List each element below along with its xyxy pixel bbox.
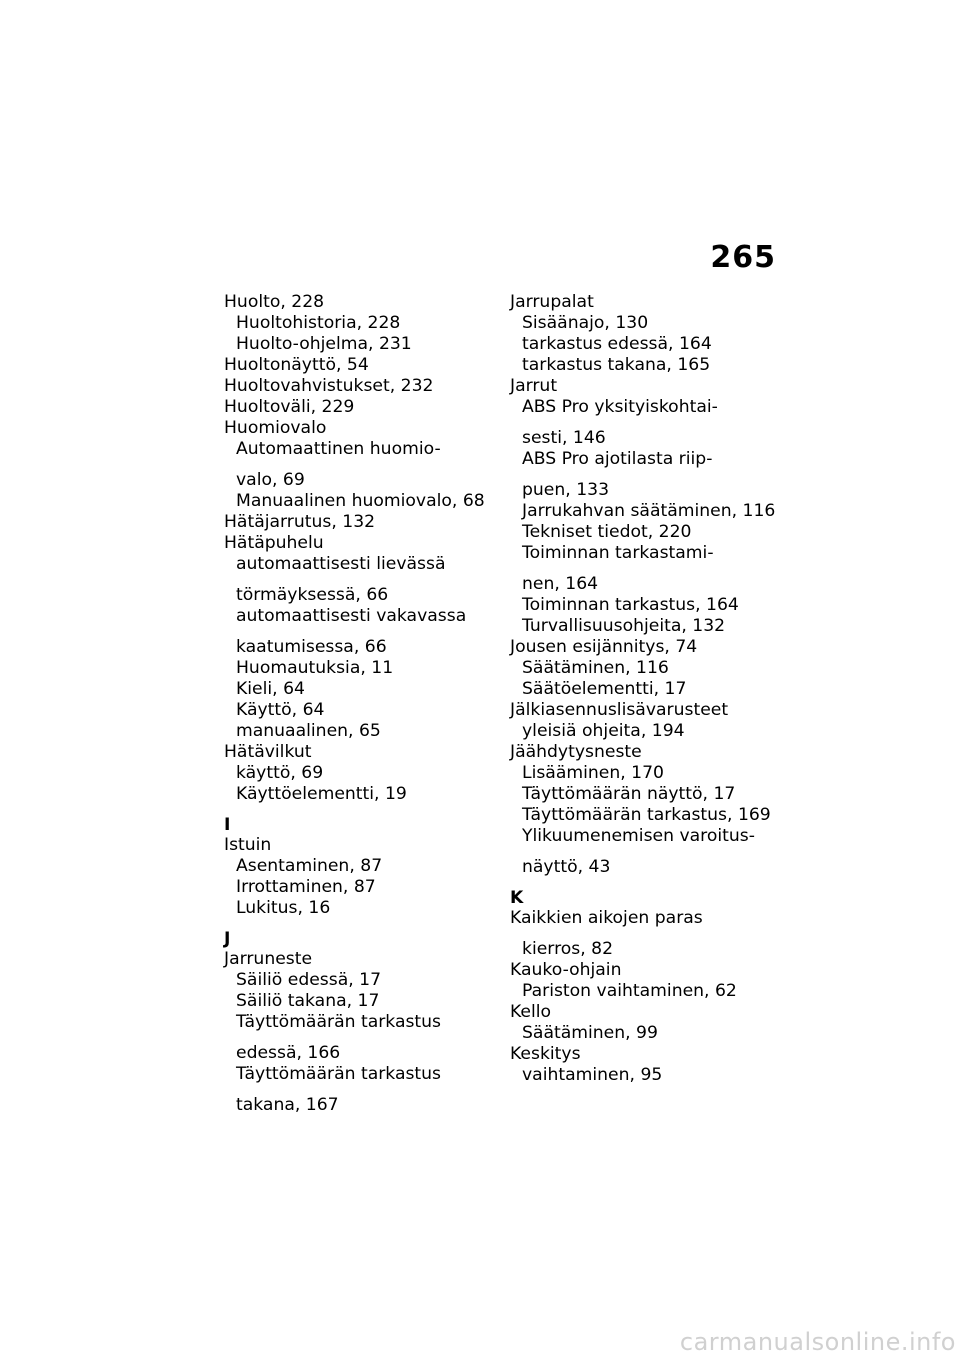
index-entry: Huomiovalo <box>224 418 327 438</box>
index-subentry: Huolto-ohjelma, 231 <box>236 334 412 354</box>
index-entry: Keskitys <box>510 1044 581 1064</box>
index-subentry: Kieli, 64 <box>236 679 305 699</box>
index-subentry: Huomautuksia, 11 <box>236 658 394 678</box>
index-subentry: Täyttömäärän tarkastus <box>236 1064 442 1084</box>
index-entry: Huoltoväli, 229 <box>224 397 355 417</box>
index-subentry: Automaattinen huomio- <box>236 439 441 459</box>
index-subentry: Säätöelementti, 17 <box>522 679 687 699</box>
index-subentry: Säiliö takana, 17 <box>236 991 380 1011</box>
index-subentry: automaattisesti vakavassa <box>236 606 467 626</box>
index-column-left <box>224 292 514 1116</box>
index-subentry: manuaalinen, 65 <box>236 721 381 741</box>
index-subentry: kierros, 82 <box>522 939 614 959</box>
watermark: carmanualsonline.info <box>679 1328 956 1356</box>
index-subentry: valo, 69 <box>236 470 305 490</box>
index-entry: Jarrupalat <box>510 292 594 312</box>
index-subentry: takana, 167 <box>236 1095 339 1115</box>
index-subentry: Täyttömäärän näyttö, 17 <box>522 784 736 804</box>
index-subentry: Huoltohistoria, 228 <box>236 313 401 333</box>
index-subentry: Lisääminen, 170 <box>522 763 664 783</box>
index-subentry: nen, 164 <box>522 574 599 594</box>
index-subentry: yleisiä ohjeita, 194 <box>522 721 685 741</box>
index-subentry: törmäyksessä, 66 <box>236 585 389 605</box>
index-section-letter: I <box>224 815 231 835</box>
index-subentry: puen, 133 <box>522 480 610 500</box>
index-subentry: sesti, 146 <box>522 428 606 448</box>
page-number: 265 <box>710 240 776 275</box>
index-entry: Jousen esijännitys, 74 <box>510 637 698 657</box>
index-section-letter: K <box>510 888 524 908</box>
index-subentry: Käyttöelementti, 19 <box>236 784 407 804</box>
index-subentry: Käyttö, 64 <box>236 700 325 720</box>
index-entry: Jäähdytysneste <box>510 742 642 762</box>
index-entry: Jarruneste <box>224 949 313 969</box>
index-subentry: ABS Pro ajotilasta riip- <box>522 449 713 469</box>
index-subentry: Täyttömäärän tarkastus, 169 <box>522 805 771 825</box>
index-subentry: käyttö, 69 <box>236 763 324 783</box>
index-entry: Kello <box>510 1002 552 1022</box>
index-subentry: Säätäminen, 116 <box>522 658 669 678</box>
index-subentry: ABS Pro yksityiskohtai- <box>522 397 718 417</box>
index-subentry: Jarrukahvan säätäminen, 116 <box>522 501 776 521</box>
index-subentry: tarkastus takana, 165 <box>522 355 711 375</box>
index-entry: Kaikkien aikojen paras <box>510 908 703 928</box>
index-subentry: Turvallisuusohjeita, 132 <box>522 616 726 636</box>
index-subentry: tarkastus edessä, 164 <box>522 334 712 354</box>
index-subentry: edessä, 166 <box>236 1043 341 1063</box>
index-entry: Hätäjarrutus, 132 <box>224 512 376 532</box>
index-subentry: Tekniset tiedot, 220 <box>522 522 692 542</box>
index-subentry: Täyttömäärän tarkastus <box>236 1012 442 1032</box>
index-entry: Huoltovahvistukset, 232 <box>224 376 434 396</box>
index-subentry: Asentaminen, 87 <box>236 856 383 876</box>
index-subentry: Irrottaminen, 87 <box>236 877 376 897</box>
index-subentry: näyttö, 43 <box>522 857 611 877</box>
index-entry: Jarrut <box>510 376 558 396</box>
index-subentry: Sisäänajo, 130 <box>522 313 649 333</box>
index-entry: Huolto, 228 <box>224 292 325 312</box>
index-entry: Istuin <box>224 835 272 855</box>
index-subentry: Pariston vaihtaminen, 62 <box>522 981 737 1001</box>
index-subentry: Säiliö edessä, 17 <box>236 970 382 990</box>
index-subentry: Manuaalinen huomiovalo, 68 <box>236 491 485 511</box>
index-entry: Kauko-ohjain <box>510 960 622 980</box>
index-entry: Jälkiasennuslisävarusteet <box>510 700 729 720</box>
index-subentry: kaatumisessa, 66 <box>236 637 387 657</box>
index-subentry: Lukitus, 16 <box>236 898 331 918</box>
index-subentry: Ylikuumenemisen varoitus- <box>522 826 755 846</box>
index-section-letter: J <box>224 929 231 949</box>
index-entry: Huoltonäyttö, 54 <box>224 355 369 375</box>
index-subentry: Säätäminen, 99 <box>522 1023 658 1043</box>
index-subentry: Toiminnan tarkastami- <box>522 543 714 563</box>
index-entry: Hätävilkut <box>224 742 312 762</box>
index-subentry: automaattisesti lievässä <box>236 554 446 574</box>
index-subentry: vaihtaminen, 95 <box>522 1065 663 1085</box>
index-column-right <box>510 292 800 1086</box>
index-entry: Hätäpuhelu <box>224 533 324 553</box>
index-subentry: Toiminnan tarkastus, 164 <box>522 595 739 615</box>
